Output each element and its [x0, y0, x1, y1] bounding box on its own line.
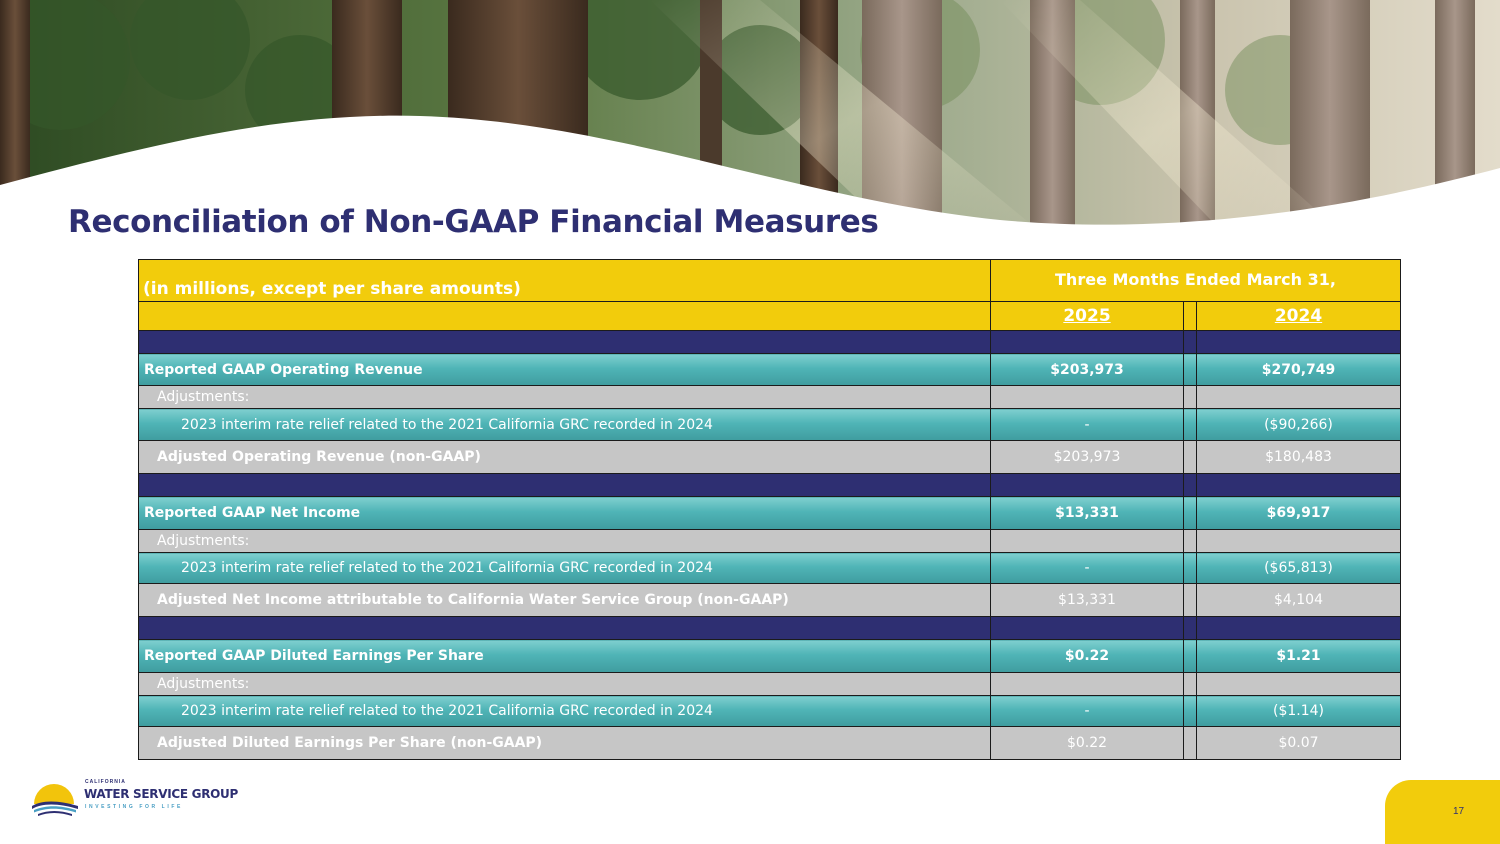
row-label: Reported GAAP Operating Revenue: [139, 354, 991, 386]
table-row: [139, 530, 1401, 553]
table-row: [139, 386, 1401, 409]
value-2024: ($90,266): [1197, 409, 1401, 441]
value-2025: $13,331: [991, 497, 1184, 530]
table-row: [139, 497, 1401, 530]
table-row: [139, 441, 1401, 474]
row-label: Adjustments:: [139, 386, 991, 409]
value-2024: $1.21: [1197, 640, 1401, 673]
year-2025-header: 2025: [991, 302, 1184, 331]
value-2024: $180,483: [1197, 441, 1401, 474]
brand-name: WATER SERVICE GROUP: [84, 787, 238, 801]
row-label: 2023 interim rate relief related to the 2021 California GRC recorded in 2024: [139, 553, 991, 584]
units-label: (in millions, except per share amounts): [139, 260, 991, 302]
row-label: Adjustments:: [139, 673, 991, 696]
value-2025: $203,973: [991, 441, 1184, 474]
section-divider: [139, 474, 1401, 497]
period-header: Three Months Ended March 31,: [991, 260, 1401, 302]
table-header-row: [139, 260, 1401, 302]
value-2025: -: [991, 553, 1184, 584]
page-number: 17: [1453, 806, 1465, 817]
value-2025: $13,331: [991, 584, 1184, 617]
value-2024: ($65,813): [1197, 553, 1401, 584]
brand-tagline: INVESTING FOR LIFE: [85, 804, 183, 810]
company-logo: [30, 776, 270, 820]
value-2024: $270,749: [1197, 354, 1401, 386]
year-2024-header: 2024: [1197, 302, 1401, 331]
row-label: Reported GAAP Net Income: [139, 497, 991, 530]
table-row: [139, 409, 1401, 441]
table-row: [139, 640, 1401, 673]
row-label: Adjusted Diluted Earnings Per Share (non-GAAP): [139, 727, 991, 760]
table-row: [139, 354, 1401, 386]
value-2024: $69,917: [1197, 497, 1401, 530]
table-row: [139, 696, 1401, 727]
section-divider: [139, 617, 1401, 640]
row-label: 2023 interim rate relief related to the 2021 California GRC recorded in 2024: [139, 696, 991, 727]
value-2025: $0.22: [991, 640, 1184, 673]
value-2024: $0.07: [1197, 727, 1401, 760]
year-header-row: [139, 302, 1401, 331]
section-divider: [139, 331, 1401, 354]
value-2024: ($1.14): [1197, 696, 1401, 727]
value-2024: $4,104: [1197, 584, 1401, 617]
row-label: Adjusted Operating Revenue (non-GAAP): [139, 441, 991, 474]
reconciliation-table: [138, 259, 1401, 760]
row-label: 2023 interim rate relief related to the 2021 California GRC recorded in 2024: [139, 409, 991, 441]
value-2025: $0.22: [991, 727, 1184, 760]
row-label: Reported GAAP Diluted Earnings Per Share: [139, 640, 991, 673]
table-row: [139, 673, 1401, 696]
brand-small-name: CALIFORNIA: [85, 779, 126, 785]
table-row: [139, 584, 1401, 617]
table-row: [139, 553, 1401, 584]
slide-title: Reconciliation of Non-GAAP Financial Measures: [68, 204, 879, 240]
row-label: Adjusted Net Income attributable to California Water Service Group (non-GAAP): [139, 584, 991, 617]
table-row: [139, 727, 1401, 760]
value-2025: $203,973: [991, 354, 1184, 386]
value-2025: -: [991, 696, 1184, 727]
page-number-tab: [1385, 780, 1500, 844]
value-2025: -: [991, 409, 1184, 441]
sun-over-water-icon: [30, 778, 82, 818]
row-label: Adjustments:: [139, 530, 991, 553]
